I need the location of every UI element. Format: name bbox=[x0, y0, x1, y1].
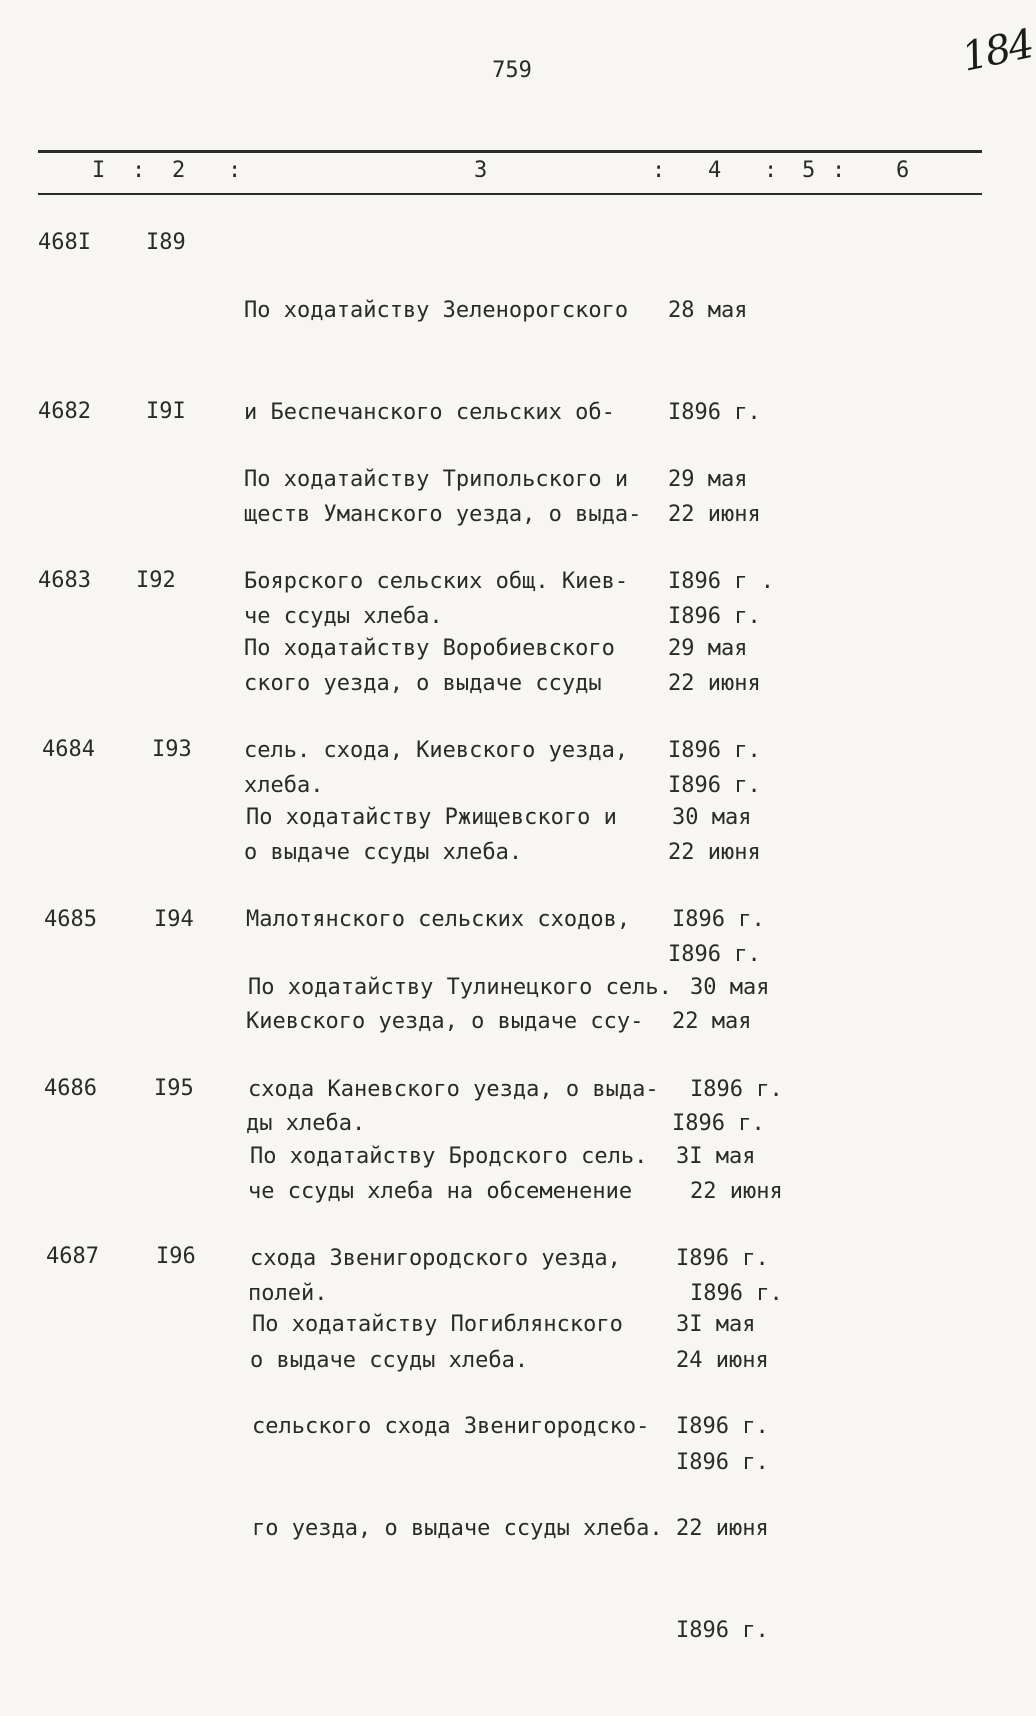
end-date-day: 24 июня bbox=[676, 1348, 769, 1373]
start-date-year: I896 г. bbox=[668, 738, 761, 763]
content-line: го уезда, о выдаче ссуды хлеба. bbox=[252, 1516, 663, 1541]
page-number: 759 bbox=[492, 58, 532, 83]
content-line: По ходатайству Бродского сель. bbox=[250, 1144, 648, 1169]
column-header-1: I bbox=[92, 158, 106, 183]
entry-reference: I95 bbox=[154, 1076, 194, 1101]
start-date-day: 28 мая bbox=[668, 298, 748, 323]
end-date-day: 22 июня bbox=[676, 1516, 769, 1541]
column-separator: : bbox=[652, 158, 666, 183]
content-line: По ходатайству Тулинецкого сель. bbox=[248, 975, 672, 1000]
entry-number: 4687 bbox=[46, 1244, 99, 1269]
column-separator: : bbox=[132, 158, 146, 183]
content-line: ского уезда, о выдаче ссуды bbox=[244, 671, 602, 696]
entry-number: 4686 bbox=[44, 1076, 97, 1101]
start-date-day: 30 мая bbox=[690, 975, 770, 1000]
end-date-year: I896 г. bbox=[668, 604, 761, 629]
content-line: Киевского уезда, о выдаче ссу- bbox=[246, 1009, 644, 1034]
end-date-year: I896 г. bbox=[668, 773, 761, 798]
content-line: че ссуды хлеба на обсеменение bbox=[248, 1179, 633, 1204]
column-separator: : bbox=[764, 158, 778, 183]
entry-dates bbox=[676, 1240, 769, 1716]
content-line: полей. bbox=[248, 1281, 328, 1306]
content-line: По ходатайству Воробиевского bbox=[244, 636, 615, 661]
content-line: сельского схода Звенигородско- bbox=[252, 1414, 650, 1439]
entry-content bbox=[252, 1240, 680, 1614]
content-line: схода Звенигородского уезда, bbox=[250, 1246, 621, 1271]
inventory-entry bbox=[0, 1240, 1024, 1643]
content-line: и Беспечанского сельских об- bbox=[244, 400, 615, 425]
content-line: По ходатайству Трипольского и bbox=[244, 467, 629, 492]
content-line: сель. схода, Киевского уезда, bbox=[244, 738, 629, 763]
content-line: схода Каневского уезда, о выда- bbox=[248, 1077, 659, 1102]
start-date-year: I896 г . bbox=[668, 569, 774, 594]
entry-reference: I89 bbox=[146, 230, 186, 255]
end-date-year: I896 г. bbox=[676, 1618, 769, 1643]
content-line: о выдаче ссуды хлеба. bbox=[244, 840, 523, 865]
end-date-day: 22 июня bbox=[668, 671, 761, 696]
column-separator: : bbox=[832, 158, 846, 183]
content-line: По ходатайству Ржищевского и bbox=[246, 805, 617, 830]
content-line: По ходатайству Погиблянского bbox=[252, 1312, 623, 1337]
start-date-year: I896 г. bbox=[676, 1414, 769, 1439]
entry-number: 4682 bbox=[38, 399, 91, 424]
start-date-day: 3I мая bbox=[676, 1312, 756, 1337]
end-date-day: 22 мая bbox=[672, 1009, 752, 1034]
archive-folio-number: 184 bbox=[957, 21, 1036, 81]
column-header-4: 4 bbox=[708, 158, 722, 183]
entry-reference: I96 bbox=[156, 1244, 196, 1269]
column-header-5: 5 bbox=[802, 158, 816, 183]
entry-number: 4684 bbox=[42, 737, 95, 762]
start-date-day: 29 мая bbox=[668, 636, 748, 661]
column-separator: : bbox=[228, 158, 242, 183]
header-bottom-rule bbox=[38, 193, 982, 195]
start-date-day: 30 мая bbox=[672, 805, 752, 830]
column-header-6: 6 bbox=[896, 158, 910, 183]
content-line: По ходатайству Зеленорогского bbox=[244, 298, 629, 323]
header-top-rule bbox=[38, 150, 982, 153]
content-line: ды хлеба. bbox=[246, 1111, 366, 1136]
end-date-day: 22 июня bbox=[690, 1179, 783, 1204]
entry-reference: I94 bbox=[154, 907, 194, 932]
end-date-day: 22 июня bbox=[668, 840, 761, 865]
end-date-year: I896 г. bbox=[668, 942, 761, 967]
entry-reference: I93 bbox=[152, 737, 192, 762]
start-date-year: I896 г. bbox=[672, 907, 765, 932]
entry-reference: I92 bbox=[136, 568, 176, 593]
end-date-day: 22 июня bbox=[668, 502, 761, 527]
content-line: Малотянского сельских сходов, bbox=[246, 907, 631, 932]
entry-number: 4685 bbox=[44, 907, 97, 932]
end-date-year: I896 г. bbox=[672, 1111, 765, 1136]
content-line: хлеба. bbox=[244, 773, 324, 798]
entry-reference: I9I bbox=[146, 399, 186, 424]
content-line: ществ Уманского уезда, о выда- bbox=[244, 502, 642, 527]
content-line: о выдаче ссуды хлеба. bbox=[250, 1348, 529, 1373]
end-date-year: I896 г. bbox=[676, 1450, 769, 1475]
column-header-3: 3 bbox=[474, 158, 488, 183]
start-date-day: 29 мая bbox=[668, 467, 748, 492]
content-line: че ссуды хлеба. bbox=[244, 604, 443, 629]
content-line: Боярского сельских общ. Киев- bbox=[244, 569, 629, 594]
entry-number: 468I bbox=[38, 230, 91, 255]
start-date-year: I896 г. bbox=[690, 1077, 783, 1102]
end-date-year: I896 г. bbox=[690, 1281, 783, 1306]
start-date-day: 3I мая bbox=[676, 1144, 756, 1169]
start-date-year: I896 г. bbox=[668, 400, 761, 425]
entry-number: 4683 bbox=[38, 568, 91, 593]
column-header-2: 2 bbox=[172, 158, 186, 183]
start-date-year: I896 г. bbox=[676, 1246, 769, 1271]
